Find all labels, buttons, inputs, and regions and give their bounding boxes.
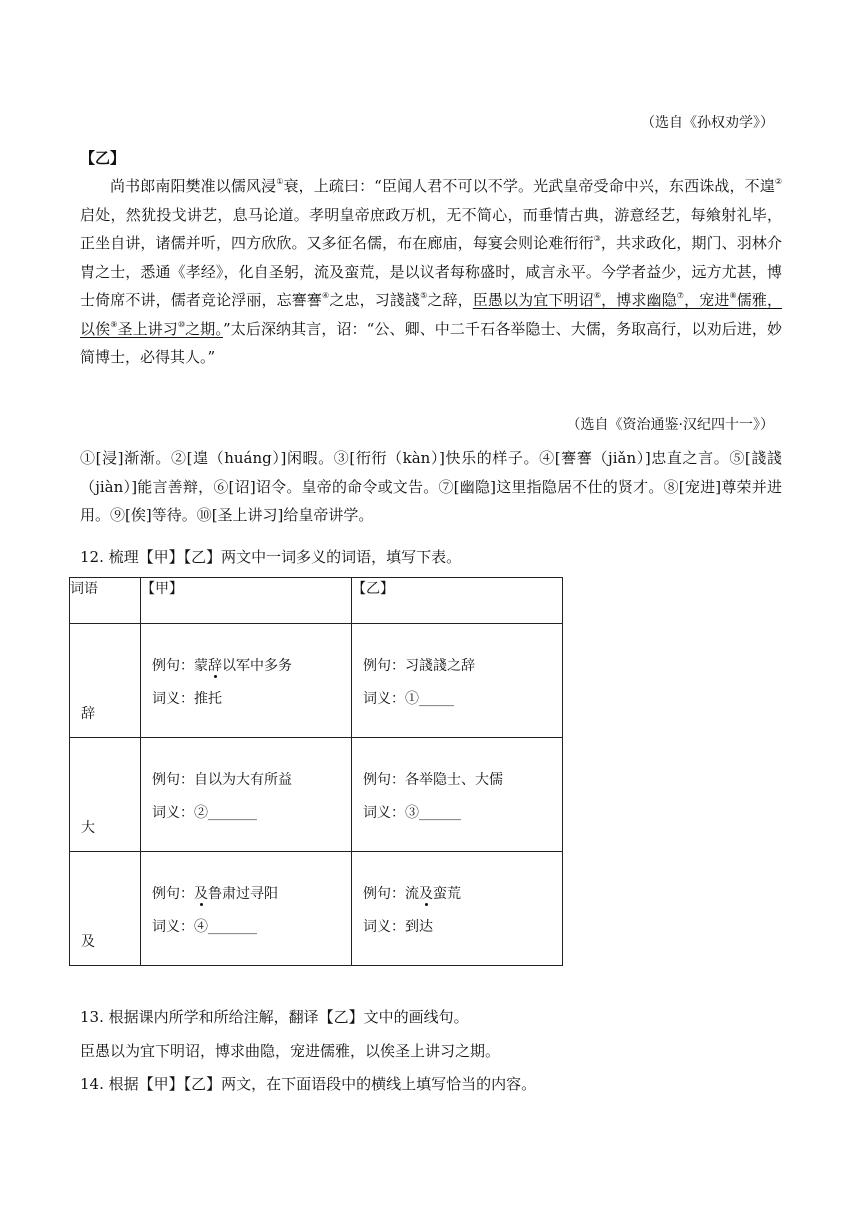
- table-cell-yi: 例句：各举隐士、大儒 词义：③______: [352, 738, 563, 852]
- table-word: 大: [81, 820, 95, 836]
- answer-blank: 词义：③______: [363, 805, 461, 821]
- table-cell-jia: 例句：自以为大有所益 词义：②_______: [141, 738, 352, 852]
- question-13: 13. 根据课内所学和所给注解，翻译【乙】文中的画线句。: [80, 1008, 469, 1026]
- table-row: [70, 738, 563, 852]
- annotations: ①[浸]渐渐。②[遑（huáng）]闲暇。③[衎衎（kàn）]快乐的样子。④[謇謇（jiǎn）]忠直之言。⑤[諓諓（jiàn）]能言善辩，⑥[诏]诏令。皇帝的命令或文告。⑦[幽隐]这里指隐居不仕的贤才。⑧[宠进]尊荣并进用。⑨[俟]等待。⑩[圣上讲习]给皇帝讲学。: [80, 449, 782, 524]
- table-word: 辞: [81, 706, 95, 722]
- table-row: [70, 852, 563, 966]
- table-header: 【乙】: [352, 578, 563, 624]
- table-header: 【甲】: [141, 578, 352, 624]
- table-cell-jia: 例句：蒙辞以军中多务 词义：推托: [141, 624, 352, 738]
- table-cell-yi: 例句：习諓諓之辞 词义：①_____: [352, 624, 563, 738]
- answer-blank: 词义：①_____: [363, 691, 454, 707]
- passage-yi: 尚书郎南阳樊准以儒风浸①衰，上疏曰：“臣闻人君不可以不学。光武皇帝受命中兴，东西诛战，不遑②启处，然犹投戈讲艺，息马论道。孝明皇帝庶政万机，无不简心，而垂情古典，游意经艺，每飨射礼毕，正坐自讲，诸儒并听，四方欣欣。又多征名儒，布在廊庙，每宴会则论难衎衎③，共求政化，期门、羽林介胄之士，悉通《孝经》，化自圣躬，流及蛮荒，是以议者每称盛时，咸言永平。今学者益少，远方尤甚，博士倚席不讲，儒者竞论浮丽，忘謇謇④之忠，习諓諓⑤之辞，臣愚以为宜下明诏⑥，博求幽隐⑦，宠进⑧儒雅，以俟⑨圣上讲习⑩之期。”太后深纳其言，诏：“公、卿、中二千石各举隐士、大儒，务取高行，以劝后进，妙简博士，必得其人。”: [80, 177, 783, 366]
- table-header: 词语: [70, 578, 141, 624]
- table-word: 及: [81, 934, 95, 950]
- table-cell-yi: 例句：流及蛮荒 词义：到达: [352, 852, 563, 966]
- table-row: [70, 624, 563, 738]
- source-citation-jia: （选自《孙权劝学》）: [641, 115, 774, 131]
- answer-blank: 词义：②_______: [152, 805, 257, 821]
- section-heading-yi: 【乙】: [80, 149, 126, 167]
- question-13-sentence: 臣愚以为宜下明诏，博求曲隐，宠进儒雅，以俟圣上讲习之期。: [80, 1042, 501, 1060]
- answer-blank: 词义：④_______: [152, 919, 257, 935]
- table-cell-jia: 例句：及鲁肃过寻阳 词义：④_______: [141, 852, 352, 966]
- polysemy-table: [69, 577, 563, 966]
- question-14: 14. 根据【甲】【乙】两文，在下面语段中的横线上填写恰当的内容。: [80, 1075, 537, 1093]
- source-citation-yi: （选自《资治通鉴·汉纪四十一》）: [566, 417, 774, 433]
- underlined-sentence: 臣愚以为宜下明诏⑥，博求幽隐⑦，宠进⑧儒雅，以俟⑨圣上讲习⑩之期。: [80, 291, 783, 338]
- question-12: 12. 梳理【甲】【乙】两文中一词多义的词语，填写下表。: [80, 548, 462, 566]
